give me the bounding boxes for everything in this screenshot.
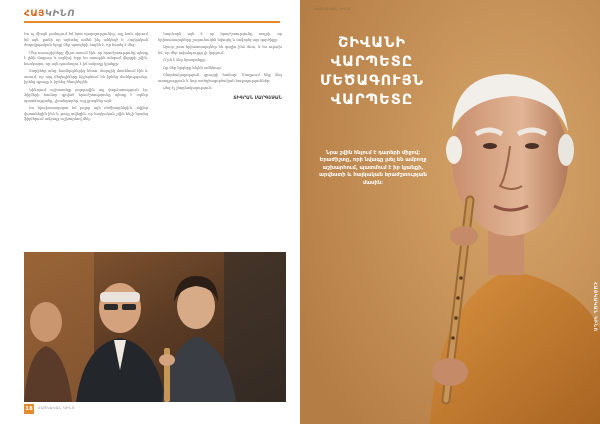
article-title [308,34,436,110]
paragraph: Մեր ուսուցիչները միշտ ասում էին, որ երաժշտությունը պետք է լինի մաքուր և ազնիվ։ Երբ ես առաջին անգամ վերցրի շվին, հասկացա, որ այն դառնալու է իմ ամբողջ կյանքը։ [24,50,148,66]
paragraph: Ես ոչ միայն չամաչում եմ նրա պարզությունից, այլ նաև սիրում եմ այն, քանի որ այնտեղ ամեն ինչ անկեղծ է։ Հայկական ժողովրդական երգը մեր պապերի ձայնն է, որ հասել է մեզ։ [24,32,148,47]
paragraph: Որ մեր երգերը հնչեն ամենուր։ [163,65,222,70]
text-column-2 [158,32,282,100]
article-lead: Նրա շվին հնչում է դարերի միջով։ Երաժիշտը, որի նվագը լսել են ամբողջ աշխարհում, պատմում է իր կյանքի, արվեստի և հայկական երաժշտության մասին։ [319,150,427,186]
right-page [300,0,600,424]
paragraph: Ձեզ էլ շնորհակալություն։ [163,86,213,90]
brand-part-2: ԿԻՆՈ [44,9,76,19]
issue-line: ՀԱՅԿԱԿԱՆ ԿԻՆՈ [314,7,351,11]
title-line-2: ՄԵԾԱԳՈՒՅՆ [320,73,424,89]
header-rule [24,21,280,23]
paragraph: Կարևորն այն է, որ երաժշտությունը ապրի, որ երիտասարդները շարունակեն նվագել և սովորել այս գործիքը։ [158,32,282,42]
paragraph: Տարիներ անց, համերգներից հետո, մարդիկ մոտենում էին և ասում, որ այդ մեղեդիները հիշեցնում են իրենց մանկությունը, իրենց գյուղը և իրենց ծնողներին։ [24,69,148,84]
magazine-brand [24,9,75,19]
footer-text: ՀԱՅԿԱԿԱՆ ԿԻՆՈ [38,406,75,410]
left-footer [24,404,286,414]
paragraph: Ես երախտապարտ եմ բոլոր այն ռեժիսորներին, ովքեր վստահեցին ինձ և թույլ տվեցին, որ հայկական շվին հնչի նրանց ֆիլմերում ամբողջ աշխարհով մեկ։ [24,106,148,121]
article-author: ՏԻԳՐԱՆ ՍԱՐԳՍՅԱՆ [233,94,282,100]
text-column-1 [24,32,148,125]
paragraph: Կինոյում աշխատելը բոլորովին այլ փորձառություն էր։ Ֆիլմերի համար գրված երաժշտությունը պետք է օգներ պատմությանը, չխանգարեր, այլ լրացներ այն։ [24,87,148,103]
paragraph: Ո՞րն է ձեր երազանքը։ [163,58,206,62]
vertical-caption-text: ՀԱՅԿԱԿԱՆ ԿԻՆՈ [592,282,597,332]
vertical-caption [588,282,598,402]
paragraph: Շնորհակալություն զրույցի համար։ Մաղթում ենք ձեզ առողջություն և նոր ստեղծագործական հաջողություններ։ [158,73,282,83]
paragraph: Այսօր շատ երիտասարդներ են գալիս ինձ մոտ, և ես ուրախ եմ, որ մեր ավանդույթը չի կորչում։ [158,45,282,55]
archive-photo-illustration [24,252,286,402]
archive-photo [24,252,286,402]
title-line-1: ՇԻՎԱՆԻ ՎԱՐՊԵՏԸ [330,35,414,70]
title-line-3: ՎԱՐՊԵՏԸ [330,92,414,108]
brand-part-1: ՀԱՅ [24,9,45,19]
page-number: 18 [25,406,33,412]
